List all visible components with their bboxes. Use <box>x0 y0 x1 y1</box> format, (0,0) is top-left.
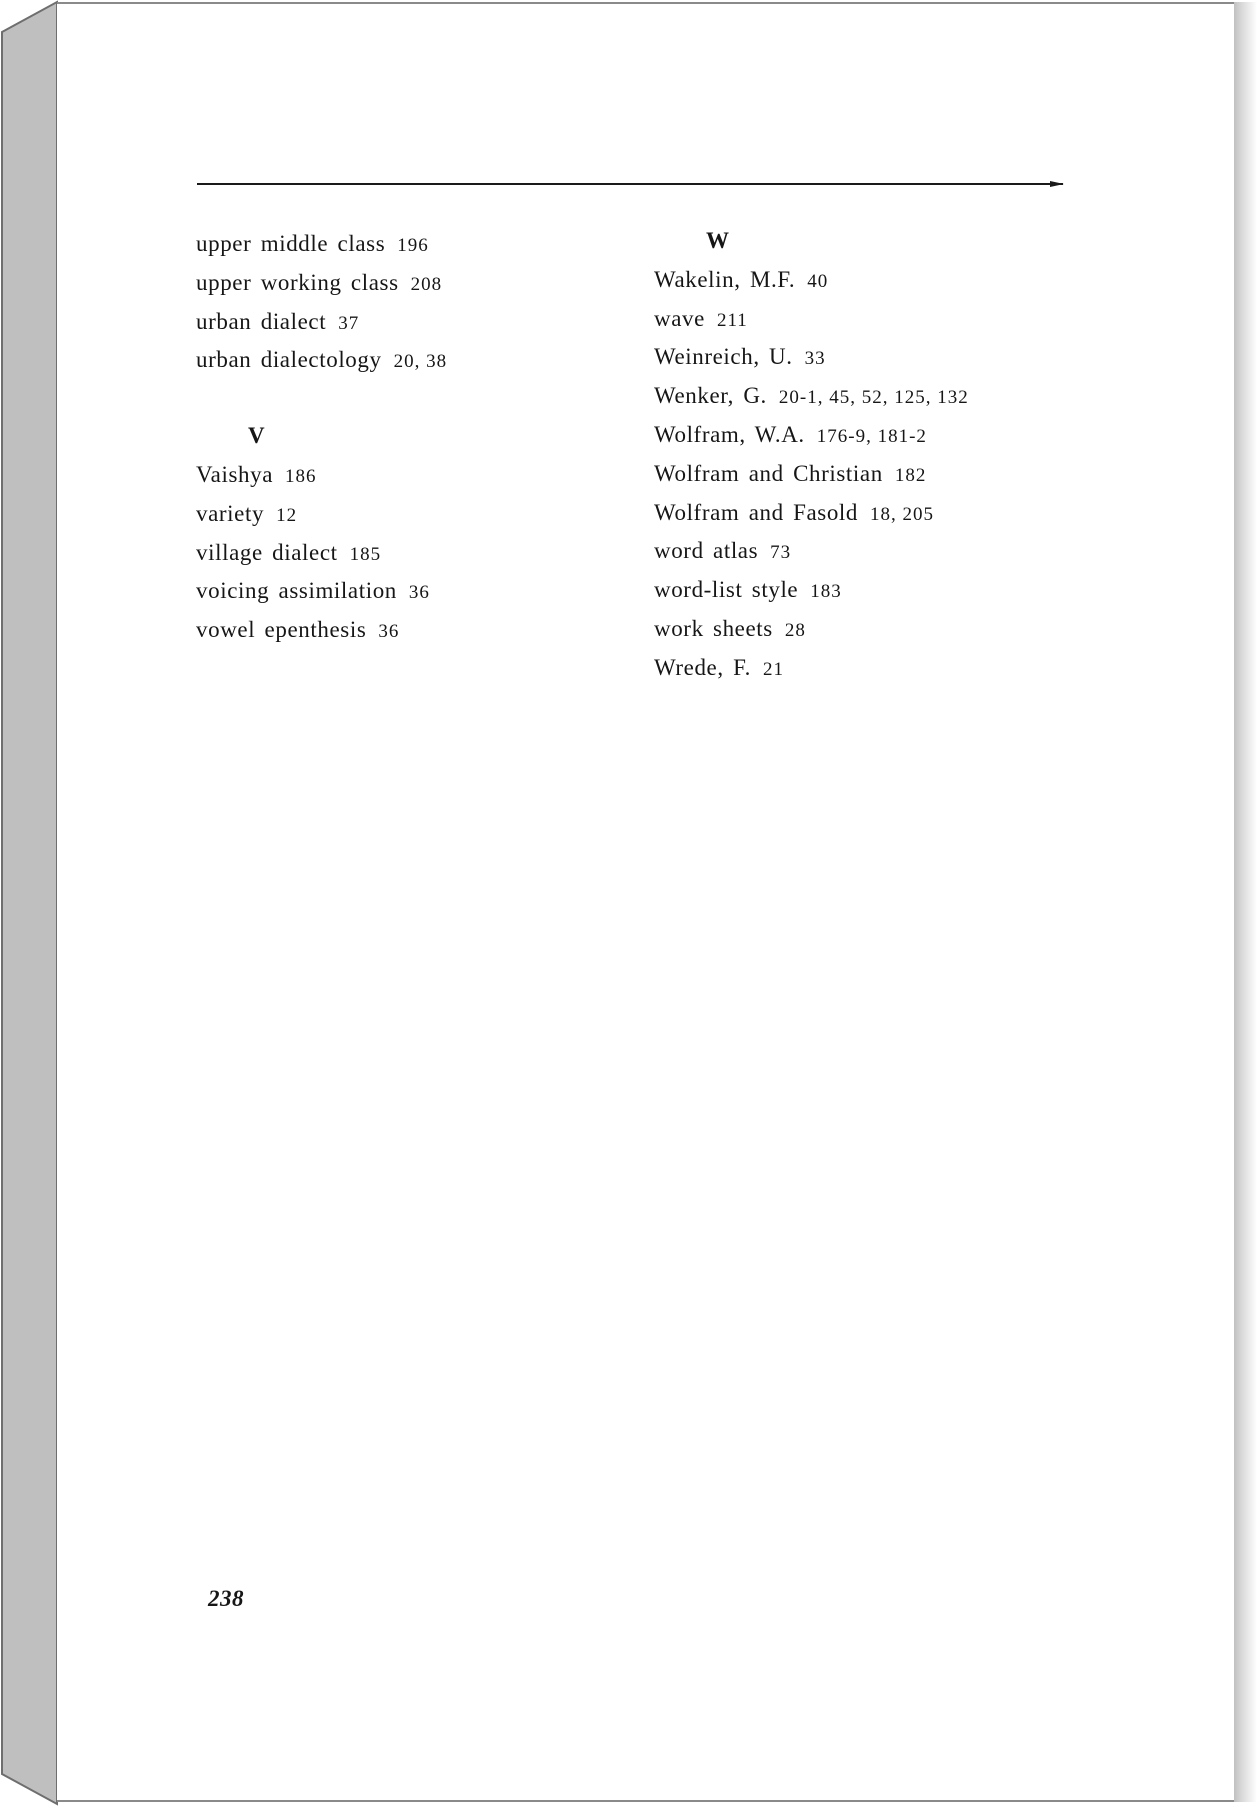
index-pages: 12 <box>276 504 298 526</box>
index-entry <box>654 300 1094 339</box>
index-pages: 21 <box>762 658 784 680</box>
index-term: voicing assimilation <box>196 578 397 604</box>
index-term: word-list style <box>654 577 799 603</box>
index-entry <box>196 225 616 264</box>
index-entry <box>654 377 1094 416</box>
index-term: village dialect <box>196 539 338 565</box>
header-rule-tip <box>1050 181 1064 187</box>
index-entry <box>196 303 616 342</box>
index-pages: 182 <box>894 464 927 486</box>
index-column-right <box>654 222 1094 688</box>
index-term: Weinreich, U. <box>654 344 793 370</box>
page-edge-shadow <box>1233 2 1257 1802</box>
index-pages: 33 <box>804 348 826 370</box>
index-term: Vaishya <box>196 461 274 487</box>
index-entry <box>654 649 1094 688</box>
index-entry <box>196 264 616 303</box>
index-entry <box>196 572 616 611</box>
index-pages: 186 <box>285 465 317 487</box>
index-term: work sheets <box>654 615 773 641</box>
index-entry <box>654 455 1094 494</box>
index-term: word atlas <box>654 538 759 564</box>
index-pages: 176-9, 181-2 <box>816 425 927 447</box>
index-term: urban dialectology <box>196 347 382 373</box>
index-pages: 208 <box>410 273 443 295</box>
index-pages: 185 <box>349 543 382 565</box>
index-entry <box>654 338 1094 377</box>
index-pages: 211 <box>716 309 748 331</box>
index-pages: 36 <box>408 582 430 604</box>
index-pages: 20-1, 45, 52, 125, 132 <box>778 387 969 409</box>
index-term: variety <box>196 500 265 526</box>
index-term: Wolfram and Christian <box>654 460 883 486</box>
index-term: upper working class <box>196 269 399 295</box>
section-gap <box>196 380 616 417</box>
index-pages: 18, 205 <box>870 503 935 525</box>
index-term: Wolfram, W.A. <box>654 421 805 447</box>
index-entry <box>654 532 1094 571</box>
index-pages: 73 <box>770 542 792 564</box>
index-entry <box>196 341 616 380</box>
index-pages: 40 <box>807 270 829 292</box>
index-pages: 28 <box>784 619 806 641</box>
index-entry <box>654 261 1094 300</box>
index-entry <box>654 416 1094 455</box>
index-column-left <box>196 225 616 650</box>
index-term: vowel epenthesis <box>196 617 367 643</box>
index-term: Wrede, F. <box>654 654 751 680</box>
index-pages: 37 <box>338 312 360 334</box>
index-pages: 196 <box>397 235 429 256</box>
index-pages: 20, 38 <box>393 351 448 373</box>
index-entry <box>196 611 616 650</box>
index-pages: 183 <box>810 581 842 603</box>
index-term: urban dialect <box>196 308 327 334</box>
index-pages: 36 <box>378 621 400 643</box>
index-term: Wenker, G. <box>654 383 767 409</box>
section-letter-w: W <box>706 228 730 253</box>
index-term: Wakelin, M.F. <box>654 266 796 292</box>
index-entry <box>196 495 616 534</box>
page-number: 238 <box>208 1586 244 1611</box>
index-entry <box>654 494 1094 533</box>
index-entry <box>196 534 616 573</box>
index-term: Wolfram and Fasold <box>654 499 859 525</box>
index-entry <box>654 571 1094 610</box>
index-entry <box>654 610 1094 649</box>
index-term: upper middle class <box>196 231 386 256</box>
index-term: wave <box>654 305 705 331</box>
index-entry <box>196 456 616 495</box>
book-spine <box>0 0 58 1806</box>
section-letter-v: V <box>248 423 266 449</box>
header-rule <box>197 183 1063 185</box>
